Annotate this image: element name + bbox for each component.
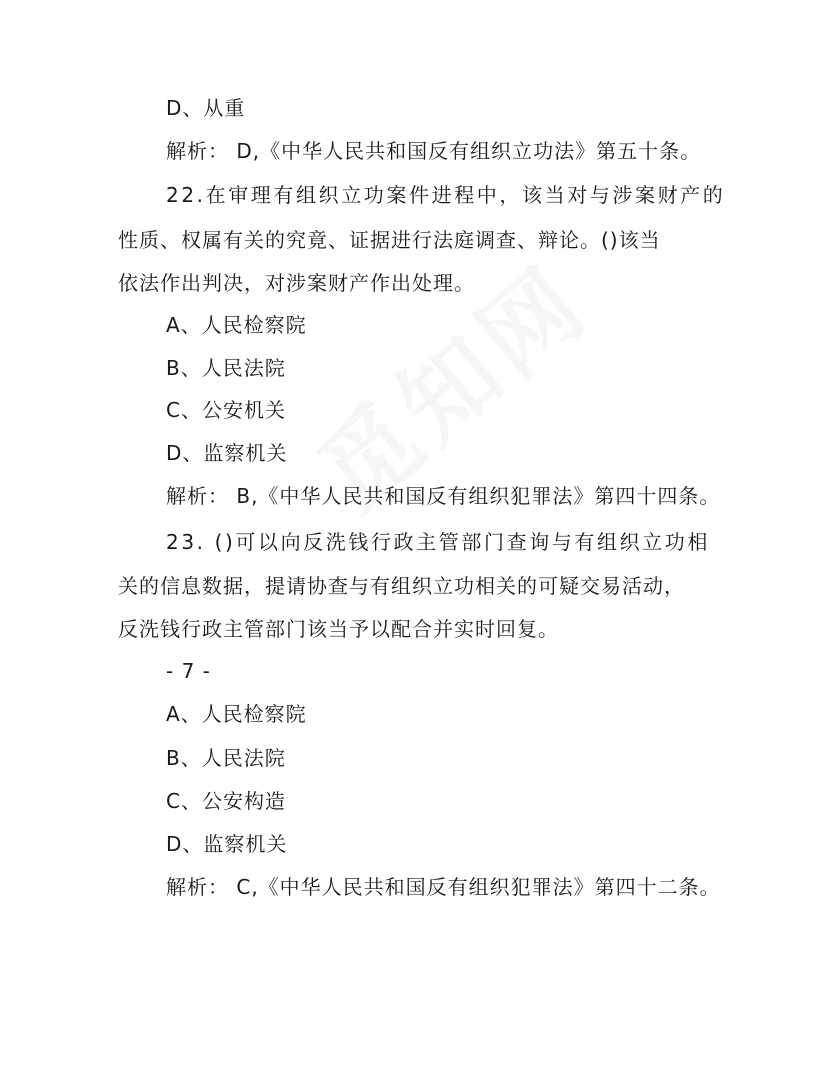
option-d-q21: D、从重 [166, 96, 246, 120]
question-23-line-1: 23. ()可以向反洗钱行政主管部门查询与有组织立功相 [166, 530, 710, 554]
analysis-q22: 解析： B,《中华人民共和国反有组织犯罪法》第四十四条。 [166, 484, 721, 508]
question-22-line-1: 22.在审理有组织立功案件进程中，该当对与涉案财产的 [166, 183, 726, 207]
question-23-line-2: 关的信息数据，提请协查与有组织立功相关的可疑交易活动， [118, 574, 685, 598]
option-d-q22: D、监察机关 [166, 441, 288, 465]
option-c-q22: C、公安机关 [166, 398, 286, 422]
question-22-line-3: 依法作出判决，对涉案财产作出处理。 [118, 271, 475, 295]
option-a-q22: A、人民检察院 [166, 313, 307, 337]
question-23-line-3: 反洗钱行政主管部门该当予以配合并实时回复。 [118, 617, 559, 641]
option-c-q23: C、公安构造 [166, 789, 286, 813]
page-number: - 7 - [166, 659, 211, 683]
analysis-q23: 解析： C,《中华人民共和国反有组织犯罪法》第四十二条。 [166, 875, 721, 899]
analysis-q21: 解析： D,《中华人民共和国反有组织立功法》第五十条。 [166, 139, 702, 163]
question-22-line-2: 性质、权属有关的究竟、证据进行法庭调查、辩论。()该当 [118, 228, 661, 252]
option-b-q23: B、人民法院 [166, 746, 286, 770]
option-a-q23: A、人民检察院 [166, 702, 307, 726]
option-d-q23: D、监察机关 [166, 832, 288, 856]
option-b-q22: B、人民法院 [166, 356, 286, 380]
